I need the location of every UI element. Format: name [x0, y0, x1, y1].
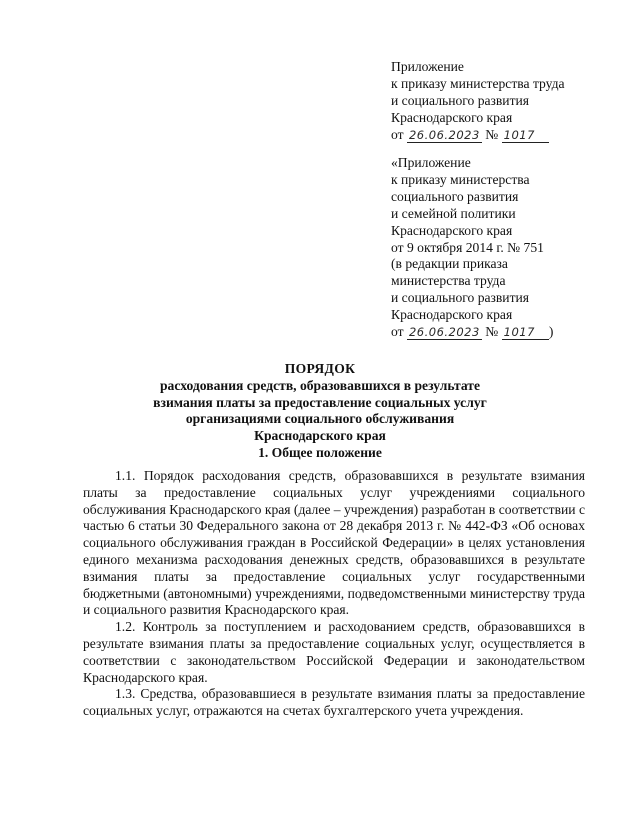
title-line: организациями социального обслуживания [185, 411, 455, 427]
handwritten-date: 26.06.2023 [408, 325, 480, 340]
appendix-line: Краснодарского края [391, 307, 513, 323]
number-sign: № [485, 126, 499, 142]
title-line: расходования средств, образовавшихся в результате [160, 377, 480, 393]
section-title: 1. Общее положение [258, 445, 382, 460]
appendix-line: Краснодарского края [391, 222, 513, 238]
paragraph-1-3: 1.3. Средства, образовавшиеся в результате взимания платы за предоставление социальных услуг, отражаются на счетах бухгалтерского учета учреждения. [83, 686, 585, 719]
appendix-heading: Приложение [391, 59, 464, 74]
appendix-current [391, 59, 565, 144]
appendix-line: (в редакции приказа [391, 256, 508, 272]
paragraph-1-2: 1.2. Контроль за поступлением и расходованием средств, образовавшихся в результате взимания платы за предоставление социальных услуг, осуществляется в соответствии с законодательством Российской Федерации и законодательством Краснодарского края. [83, 619, 585, 685]
closing-parenthesis: ) [548, 324, 554, 340]
title-line: взимания платы за предоставление социальных услуг [153, 394, 487, 410]
appendix-line: социального развития [391, 188, 519, 204]
appendix-line: к приказу министерства труда [391, 75, 565, 91]
number-sign: № [485, 324, 499, 340]
appendix-line: к приказу министерства [391, 171, 530, 187]
appendix-line: и семейной политики [391, 205, 516, 221]
appendix-line: и социального развития [391, 290, 530, 306]
appendix-line: Краснодарского края [391, 109, 513, 125]
appendix-line: министерства труда [391, 273, 506, 289]
appendix-line: и социального развития [391, 92, 530, 108]
handwritten-date: 26.06.2023 [408, 127, 480, 142]
appendix-original [391, 155, 553, 341]
handwritten-number: 1017 [502, 326, 549, 340]
date-prefix: от [391, 126, 404, 142]
appendix-line: от 9 октября 2014 г. № 751 [391, 239, 544, 255]
date-prefix: от [391, 324, 404, 340]
title-line: Краснодарского края [254, 428, 386, 444]
appendix-date-line [391, 324, 553, 341]
appendix-date-line [391, 127, 565, 144]
paragraph-1-1: 1.1. Порядок расходования средств, образовавшихся в результате взимания платы за предоставление социальных услуг учреждениями социального обслуживания Краснодарского края (далее – учреждения) разработан в соответствии с частью 6 статьи 30 Федерального закона от 28 декабря 2013 г. № 442-ФЗ «Об основах социального обслуживания граждан в Российской Федерации» в целях установления единого механизма расходования денежных средств, образовавшихся в результате взимания платы за предоставление социальных услуг государственными бюджетными (автономными) учреждениями, подведомственными министерству труда и социального развития Краснодарского края. [83, 468, 585, 618]
section-body [83, 468, 585, 720]
title-main: ПОРЯДОК [284, 361, 356, 376]
document-title [40, 361, 600, 445]
appendix-heading: «Приложение [391, 155, 471, 170]
handwritten-number: 1017 [502, 129, 549, 143]
